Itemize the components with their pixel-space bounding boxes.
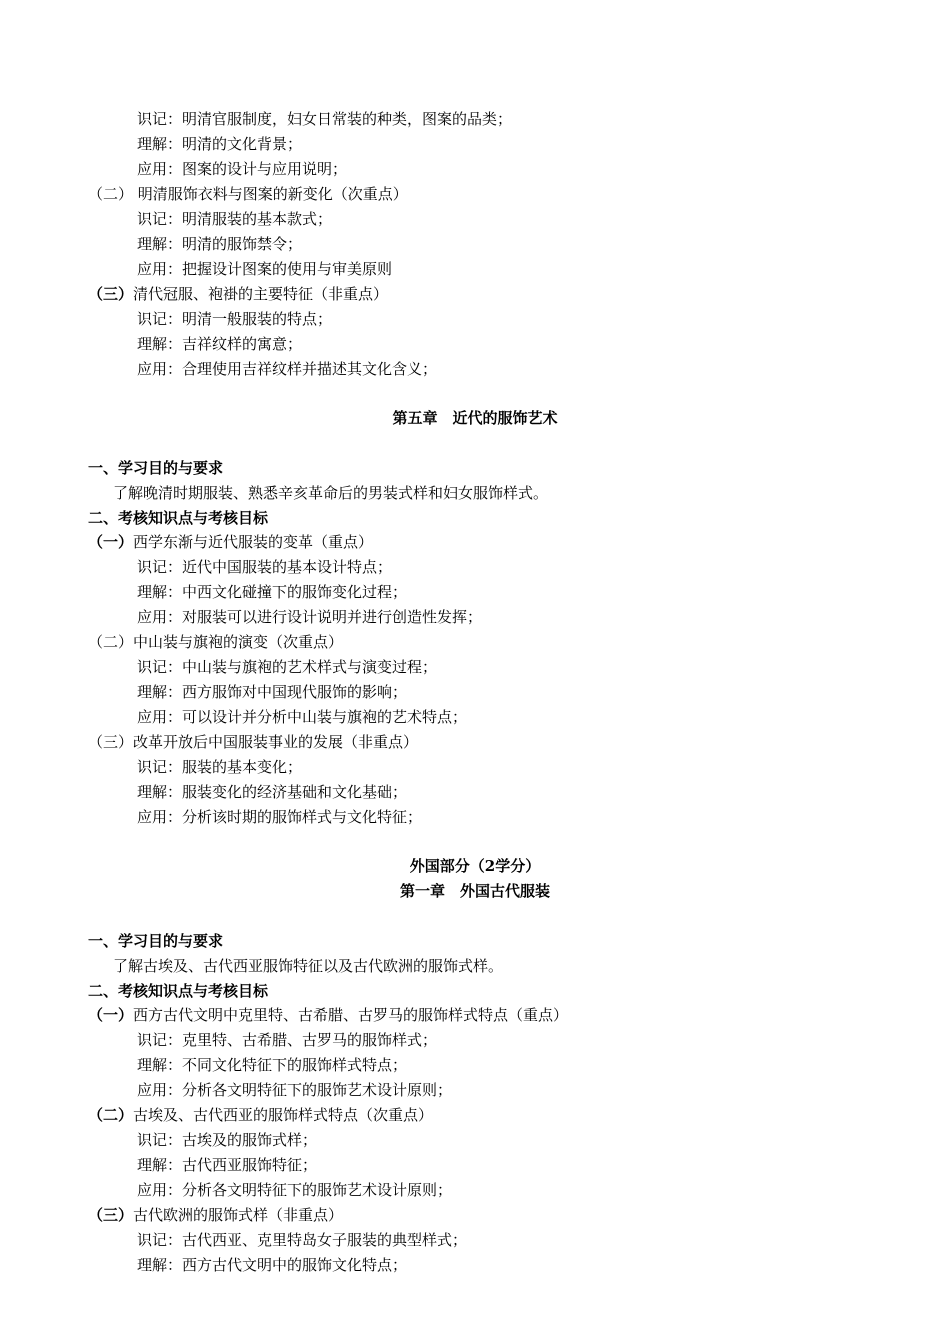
heading: 二、考核知识点与考核目标 [88,509,269,527]
section-heading: （二） 明清服饰衣料与图案的新变化（次重点） [88,185,408,203]
text-line: 理解：吉祥纹样的寓意； [137,335,303,353]
text-line: 理解：服装变化的经济基础和文化基础； [137,783,408,801]
text-line: 识记：中山装与旗袍的艺术样式与演变过程； [137,658,438,676]
text-line: 理解：古代西亚服饰特征； [137,1156,318,1174]
text-line: 识记：明清一般服装的特点； [137,310,333,328]
text-line: 应用：分析各文明特征下的服饰艺术设计原则； [137,1081,453,1099]
section-number: （三） [88,285,134,303]
text-line: 理解：明清的文化背景； [137,135,303,153]
section-title: 古代欧洲的服饰式样（非重点） [133,1206,344,1224]
text-line: 识记：克里特、古希腊、古罗马的服饰样式； [137,1031,438,1049]
part-title: 外国部分（2学分） [409,857,541,875]
text-line: 识记：服装的基本变化； [137,758,303,776]
section-heading: （三）改革开放后中国服装事业的发展（非重点） [88,733,419,751]
section-number: （一） [88,1006,134,1024]
paragraph: 了解古埃及、古代西亚服饰特征以及古代欧洲的服饰式样。 [113,957,504,975]
paragraph: 了解晚清时期服装、熟悉辛亥革命后的男装式样和妇女服饰样式。 [113,484,549,502]
heading: 一、学习目的与要求 [88,932,224,950]
section-title: 清代冠服、袍褂的主要特征（非重点） [133,285,389,303]
text-line: 应用：可以设计并分析中山装与旗袍的艺术特点； [137,708,468,726]
section-heading [88,1205,343,1225]
section-heading [88,284,388,304]
text-line: 应用：对服装可以进行设计说明并进行创造性发挥； [137,608,483,626]
text-line: 应用：图案的设计与应用说明； [137,160,348,178]
text-line: 识记：明清服装的基本款式； [137,210,333,228]
section-heading [88,532,373,552]
chapter-title: 第一章 外国古代服装 [399,882,550,900]
heading: 二、考核知识点与考核目标 [88,982,269,1000]
heading: 一、学习目的与要求 [88,459,224,477]
section-title: 西学东渐与近代服装的变革（重点） [133,533,374,551]
text-line: 应用：分析该时期的服饰样式与文化特征； [137,808,423,826]
text-line: 应用：分析各文明特征下的服饰艺术设计原则； [137,1181,453,1199]
section-heading [88,1105,433,1125]
section-title: 古埃及、古代西亚的服饰样式特点（次重点） [133,1106,434,1124]
text-line: 理解：中西文化碰撞下的服饰变化过程； [137,583,408,601]
section-number: （三） [88,1206,134,1224]
section-number: （一） [88,533,134,551]
text-line: 应用：合理使用吉祥纹样并描述其文化含义； [137,360,438,378]
section-heading [88,1005,568,1025]
text-line: 理解：西方古代文明中的服饰文化特点； [137,1256,408,1274]
section-number: （二） [88,1106,134,1124]
text-line: 识记：古代西亚、克里特岛女子服装的典型样式； [137,1231,468,1249]
section-heading: （二）中山装与旗袍的演变（次重点） [88,633,344,651]
text-line: 识记：明清官服制度，妇女日常装的种类，图案的品类； [137,110,513,128]
text-line: 理解：不同文化特征下的服饰样式特点； [137,1056,408,1074]
text-line: 应用：把握设计图案的使用与审美原则 [137,260,393,278]
text-line: 识记：古埃及的服饰式样； [137,1131,318,1149]
text-line: 理解：明清的服饰禁令； [137,235,303,253]
chapter-title: 第五章 近代的服饰艺术 [392,409,558,427]
text-line: 识记：近代中国服装的基本设计特点； [137,558,393,576]
text-line: 理解：西方服饰对中国现代服饰的影响； [137,683,408,701]
section-title: 西方古代文明中克里特、古希腊、古罗马的服饰样式特点（重点） [133,1006,569,1024]
